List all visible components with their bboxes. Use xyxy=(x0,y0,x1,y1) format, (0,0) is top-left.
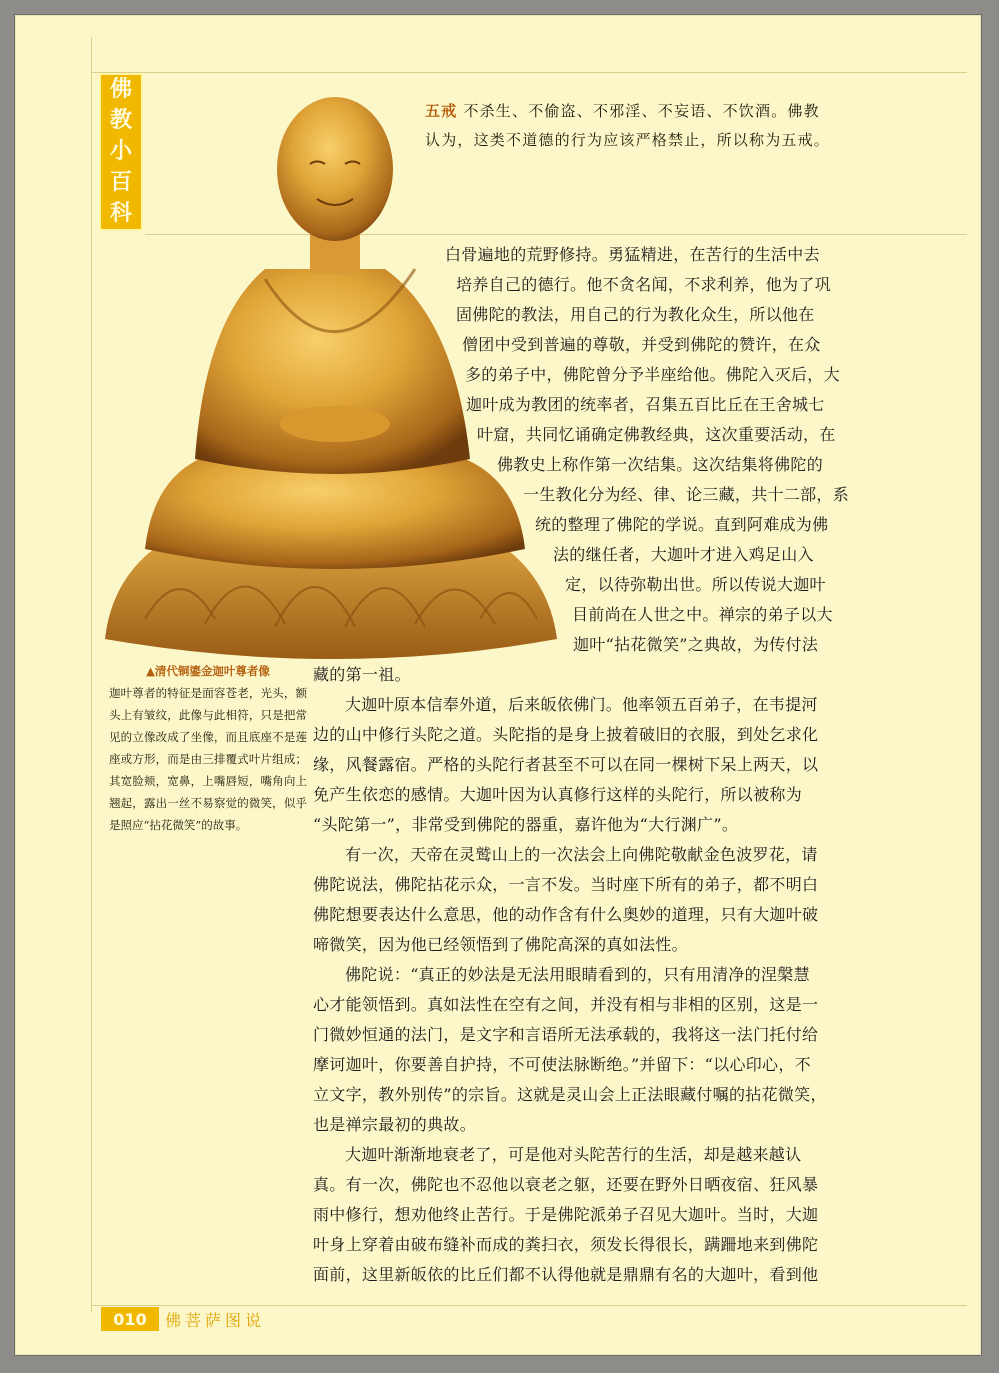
article-body xyxy=(15,15,981,1355)
body-line: 也是禅宗最初的典故。 xyxy=(313,1115,477,1134)
caption-title: ▲清代铜鎏金迦叶尊者像 xyxy=(146,664,270,678)
body-line: 雨中修行，想劝他终止苦行。于是佛陀派弟子召见大迦叶。当时，大迦 xyxy=(313,1205,819,1224)
body-line: 摩诃迦叶，你要善自护持，不可使法脉断绝。”并留下：“以心印心，不 xyxy=(313,1055,811,1074)
body-line: 缘，风餐露宿。严格的头陀行者甚至不可以在同一棵树下呆上两天，以 xyxy=(313,755,819,774)
page-number: 010 xyxy=(101,1307,159,1331)
tip-line: 不杀生、不偷盗、不邪淫、不妄语、不饮酒。佛教 xyxy=(463,102,820,120)
tip-term: 五戒 xyxy=(425,102,458,120)
body-line: 叶身上穿着由破布缝补而成的粪扫衣，须发长得很长，蹒跚地来到佛陀 xyxy=(313,1235,819,1254)
body-line: 免产生依恋的感情。大迦叶因为认真修行这样的头陀行，所以被称为 xyxy=(313,785,803,804)
tag-char: 百 xyxy=(109,169,132,195)
body-line: 真。有一次，佛陀也不忍他以衰老之躯，还要在野外日晒夜宿、狂风暴 xyxy=(313,1175,819,1194)
body-line: 佛陀说法，佛陀拈花示众，一言不发。当时座下所有的弟子，都不明白 xyxy=(313,875,819,894)
tag-char: 佛 xyxy=(109,77,132,103)
body-line: 佛陀想要表达什么意思，他的动作含有什么奥妙的道理，只有大迦叶破 xyxy=(313,905,819,924)
body-line: 藏的第一祖。 xyxy=(313,665,411,684)
body-line: 法的继任者，大迦叶才进入鸡足山入 xyxy=(553,545,814,564)
book-page xyxy=(14,14,982,1356)
body-line: 僧团中受到普遍的尊敬，并受到佛陀的赞许，在众 xyxy=(462,335,821,354)
tag-char: 教 xyxy=(109,108,132,134)
body-line: 定，以待弥勒出世。所以传说大迦叶 xyxy=(565,575,826,594)
body-line: 佛教史上称作第一次结集。这次结集将佛陀的 xyxy=(497,455,824,474)
body-line: 有一次，天帝在灵鹫山上的一次法会上向佛陀敬献金色波罗花，请 xyxy=(345,845,818,864)
footer-rule xyxy=(91,1305,967,1306)
body-line: 培养自己的德行。他不贪名闻，不求利养，他为了巩 xyxy=(456,275,831,294)
body-line: 多的弟子中，佛陀曾分予半座给他。佛陀入灭后，大 xyxy=(465,365,840,384)
body-line: 大迦叶渐渐地衰老了，可是他对头陀苦行的生活，却是越来越认 xyxy=(345,1145,802,1164)
body-line: 统的整理了佛陀的学说。直到阿难成为佛 xyxy=(535,515,829,534)
caption-text: 迦叶尊者的特征是面容苍老，光头，额头上有皱纹，此像与此相符，只是把常见的立像改成了坐像，而且底座不是莲座或方形，而是由三排覆式叶片组成；其宽脸颊，宽鼻，上嘴唇短，嘴角向上翘起，露出一丝不易察觉的微笑，似乎是照应“拈花微笑”的故事。 xyxy=(109,686,307,832)
tip-line: 认为，这类不道德的行为应该严格禁止，所以称为五戒。 xyxy=(425,131,831,149)
body-line: 迦叶“拈花微笑”之典故，为传付法 xyxy=(573,635,819,654)
book-title: 佛菩萨图说 xyxy=(165,1311,266,1330)
body-line: 白骨遍地的荒野修持。勇猛精进，在苦行的生活中去 xyxy=(445,245,820,264)
body-line: 门微妙恒通的法门，是文字和言语所无法承载的，我将这一法门托付给 xyxy=(313,1025,819,1044)
body-line: 边的山中修行头陀之道。头陀指的是身上披着破旧的衣服，到处乞求化 xyxy=(313,725,819,744)
body-line: 固佛陀的教法，用自己的行为教化众生，所以他在 xyxy=(456,305,815,324)
body-line: 大迦叶原本信奉外道，后来皈依佛门。他率领五百弟子，在韦提河 xyxy=(345,695,818,714)
body-line: 迦叶成为教团的统率者，召集五百比丘在王舍城七 xyxy=(466,395,825,414)
body-line: 叶窟，共同忆诵确定佛教经典，这次重要活动，在 xyxy=(477,425,836,444)
body-line: 佛陀说：“真正的妙法是无法用眼睛看到的，只有用清净的涅槃慧 xyxy=(345,965,810,984)
body-line: 一生教化分为经、律、论三藏，共十二部，系 xyxy=(523,485,850,504)
tag-char: 科 xyxy=(109,200,132,226)
body-line: 面前，这里新皈依的比丘们都不认得他就是鼎鼎有名的大迦叶，看到他 xyxy=(313,1265,819,1284)
body-line: 啼微笑，因为他已经领悟到了佛陀高深的真如法性。 xyxy=(313,935,688,954)
body-line: 立文字，教外别传”的宗旨。这就是灵山会上正法眼藏付嘱的拈花微笑， xyxy=(313,1085,827,1104)
body-line: “头陀第一”，非常受到佛陀的器重，嘉许他为“大行渊广”。 xyxy=(313,815,739,834)
body-line: 心才能领悟到。真如法性在空有之间，并没有相与非相的区别，这是一 xyxy=(313,995,819,1014)
body-line: 目前尚在人世之中。禅宗的弟子以大 xyxy=(572,605,833,624)
tag-char: 小 xyxy=(109,138,132,164)
